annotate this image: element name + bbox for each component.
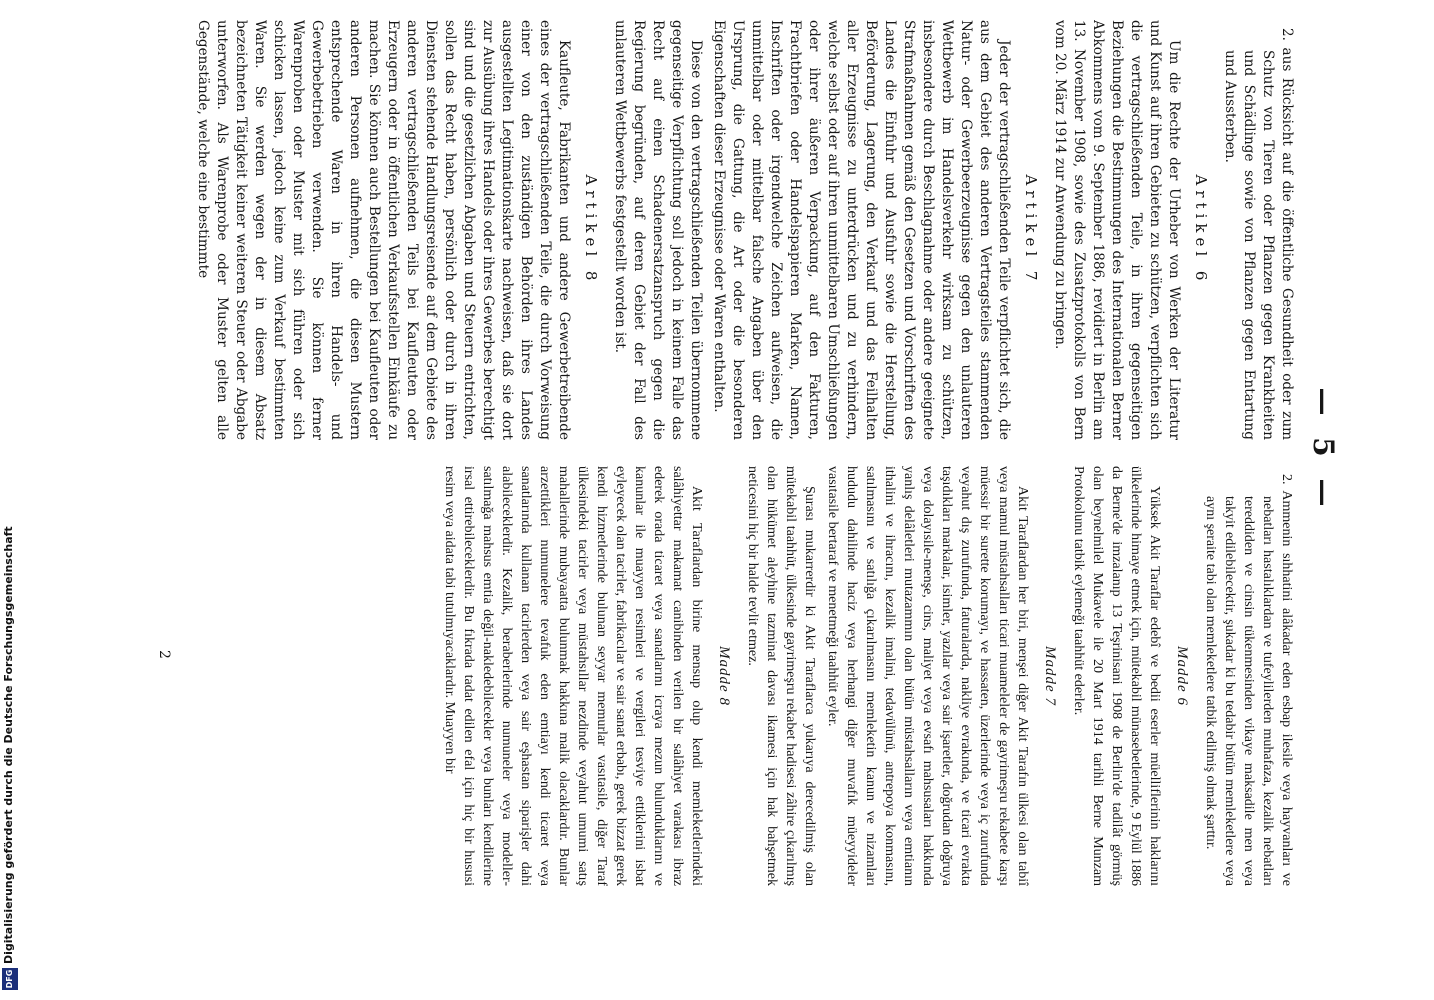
turkish-article-6-text: Yüksek Akit Taraflar edebî ve bedii eserler müelliflerinin haklarını ülkelerinde himaye etmek için, mütekabil münasebetlerinde, 9 Eylül 1886 da Berne'de imzalanıp 13 Teşrinisani 1908 de Berlin'de tadilât görmüş olan beynelmilel Mukavele ile 20 Mart 1914 tarihli Berne Munzam Protokolunu tatbik eylemeği taahhüt ederler. — [1071, 466, 1162, 886]
turkish-article-7-heading: Madde 7 — [1042, 646, 1058, 706]
turkish-article-7-paragraph-2: Şurası mukarrerdir ki Akit Taraflarca yukarıya derecedilmiş olan mütekabil taahhüt, ülkesinde gayrimeşru rekabet hadisesi zâhire çıkarılmış olan hükümet aleyhine tazminat davası ikamesi için hak bahşetmek neticesini hiç bir halde tevlit etmez. — [745, 466, 817, 886]
german-item-2: 2. aus Rücksicht auf die öffentliche Gesundheit oder zum Schutz von Tieren oder Pflanzen gegen Krankheiten und Schädlinge sowie von Pflanzen gegen Entartung und Aussterben. — [1222, 28, 1295, 440]
german-article-6-heading: Artikel 6 — [1192, 174, 1210, 286]
turkish-column — [176, 466, 1296, 886]
turkish-article-8-text: Akit Taraflardan birine mensup olup kendi memleketlerindeki salâhiyettar makamat canibinden verilen bir salâhiyet varakası ibraz ederek orada ticaret veya sanatlarını icraya mezun bulunduklarını ve kanunlar ile muayyen resimleri ve vergileri tesviye ettiklerini isbat eyleyecek olan tacirler, fabrikacılar ve sair sanat erbabı, gerek bizzat gerek kendi hizmetlerinde bulunan seyyar memurlar vasıtasile, diğer Taraf ülkesindeki tacirler veya müstahsıllar nezdinde veyahut umumi satış mahallerinde mubayaatta bulunmak hakkına malik olacaklardır. Bunlar arzettikleri numunelere tevafuk eden emtiayı kendi ticaret veya sanatlarında kullanan tacirlerden veya sair eşhastan siparişler dahi alabileceklerdir. Kezalik, beraberlerinde numuneler veya modeller-satılmağa mahsus emtia değil-nakledebilecekler veya bunları kendilerine irsal ettirebileceklerdir. Bu fıkrada tadat edilen efal için hiç bir hususi resim veya aidata tabi tutulmıyacaklardır. Muayyen bir — [442, 466, 704, 886]
german-article-8-heading: Artikel 8 — [582, 174, 600, 286]
turkish-item-2: 2. Ammenin sıhhatini alâkadar eden esbap ilesile veya hayvanları ve nebatları hastalıklardan ve tufeylilerden muhafaza, kezalik nebatları tereddiden ve cinsin tükenmesinden vikaye maksadile men veya takyit edilebilecektir, şukadar ki bu tedabir bütün memleketlere veya aynı şeraite tabi olan memleketlere tatbik edilmiş olmak şarttır. — [1203, 474, 1294, 886]
digitization-note — [2, 0, 20, 990]
turkish-article-8-heading: Madde 8 — [716, 646, 732, 706]
digitization-sidebar — [2, 0, 20, 1000]
page-footer-number: 2 — [156, 650, 172, 659]
german-article-8-text: Kaufleute, Fabrikanten und andere Gewerbetreibende eines der vertragschließenden Teile, die durch Vorweisung einer von den zuständigen Behörden ihres Landes ausgestellten Legitimationskarte nachweisen, daß sie dort zur Ausübung ihres Handels oder ihres Gewerbes berechtigt sind und die gesetzlichen Abgaben und Steuern entrichten, sollen das Recht haben, persönlich oder durch in ihren Diensten stehende Handlungsreisende auf dem Gebiete des anderen vertragschließenden Teils bei Kaufleuten oder Erzeugern oder in öffentlichen Verkaufsstellen Einkäufe zu machen. Sie können auch Bestellungen bei Kaufleuten oder anderen Personen aufnehmen, die diesen Mustern entsprechende Waren in ihren Handels- und Gewerbebetrieben verwenden. Sie können ferner Warenproben oder Muster mit sich führen oder sich schicken lassen, jedoch keine zum Verkauf bestimmten Waren. Sie werden wegen der in diesem Absatz bezeichneten Tätigkeit keiner weiteren Steuer oder Abgabe unterworfen. Als Warenprobe oder Muster gelten alle Gegenstände, welche eine bestimmte — [195, 20, 572, 440]
dfg-logo-icon: DFG — [2, 968, 18, 990]
rotated-page — [140, 10, 1340, 890]
digitization-note-text: Digitalisierung gefördert durch die Deutsche Forschungsgemeinschaft — [2, 526, 15, 964]
turkish-article-7-paragraph-1: Akit Taraflardan her biri, menşei diğer Akit Tarafın ülkesi olan tabiî veya mamul müstahsalları ticari muameleler de gayrimeşru rekabete karşı müessir bir surette korumayı, ve hassaten, üzerlerinde veya iç zurufunda veyahut dış zurufunda, faturalarda, nakliye evrakında, ve ticari evrakta taşıdıkları markalar, isimler, yazılar veya sair işaretler, doğrudan doğruya veya dolayısile-menşe, cins, maliyet veya evsafı mahsusaları hakkında yanlış delâletleri mutazammın olan bütün müstahsalların veya emtianın ithalini ve ihracını, kezalik imalini, tedavülünü, antrepoya konmasını, satılmasını ve satılığa çıkarılmasını memleketin kanun ve nizamları hududu dahilinde haciz veya herhangi diğer muvafık müeyyideler vasıtasile bertaraf ve menetmeği taahhüt eyler. — [825, 466, 1030, 886]
page-number-header: — 5 — — [1307, 387, 1340, 513]
german-article-7-paragraph-1: Jeder der vertragschließenden Teile verpflichtet sich, die aus dem Gebiet des anderen Vertragsteiles stammenden Natur- oder Gewerbeerzeugnisse gegen den unlauteren Wettbewerb im Handelsverkehr wirksam zu schützen, insbesondere durch Beschlagnahme oder andere geeignete Strafmaßnahmen gemäß den Gesetzen und Vorschriften des Landes die Einfuhr und Ausfuhr sowie die Herstellung, Beförderung, Lagerung, den Verkauf und das Feilhalten aller Erzeugnisse zu unterdrücken und zu verhindern, welche selbst oder auf ihren unmittelbaren Umschließungen oder ihrer äußeren Verpackung, auf den Fakturen, Frachtbriefen oder Handelspapieren Marken, Namen, Inschriften oder irgendwelche Zeichen aufweisen, die unmittelbar oder mittelbar falsche Angaben über den Ursprung, die Gattung, die Art oder die besonderen Eigenschaften dieser Erzeugnisse oder Waren enthalten. — [711, 20, 1012, 440]
german-article-6-text: Um die Rechte der Urheber von Werken der Literatur und Kunst auf ihren Gebieten zu schützen, verpflichten sich die vertragschließenden Teile, in ihren gegenseitigen Beziehungen die Bestimmungen des Internationalen Berner Abkommens vom 9. September 1886, revidiert in Berlin am 13. November 1908, sowie des Zusatzprotokolls von Bern vom 20. März 1914 zur Anwendung zu bringen. — [1052, 20, 1182, 440]
german-article-7-heading: Artikel 7 — [1022, 174, 1040, 286]
german-article-7-paragraph-2: Diese von den vertragschließenden Teilen übernommene gegenseitige Verpflichtung soll jedoch in keinem Falle das Recht auf einen Schadenersatzanspruch gegen die Regierung begründen, auf deren Gebiet der Fall des unlauteren Wettbewerbs festgestellt worden ist. — [612, 20, 704, 440]
turkish-article-6-heading: Madde 6 — [1174, 646, 1190, 706]
german-column — [176, 20, 1296, 440]
